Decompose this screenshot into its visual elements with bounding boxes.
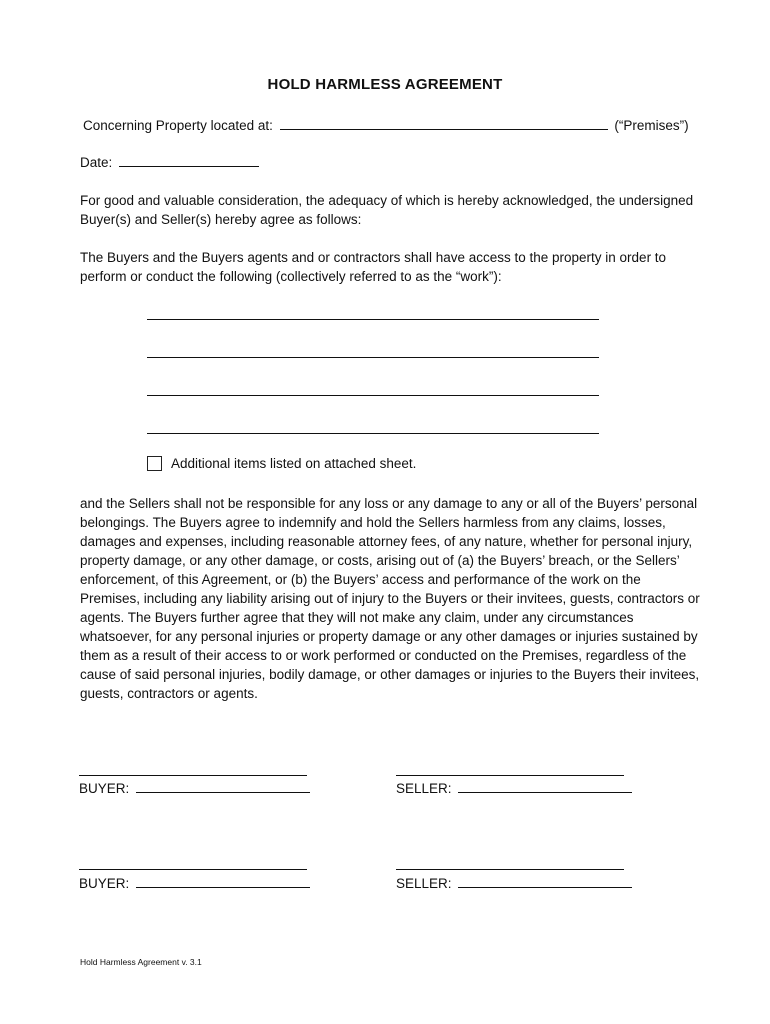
footer-version: Hold Harmless Agreement v. 3.1 <box>80 957 202 967</box>
date-field[interactable] <box>119 153 259 167</box>
seller-label-2: SELLER: <box>396 876 452 891</box>
body-paragraph: and the Sellers shall not be responsible for any loss or any damage to any or all of the Buyers’ personal belongings. The Buyers agree to indemnify and hold the Sellers harmless from any claims, losses, damages and expenses, including reasonable attorney fees, of any nature, whether for personal injury, property damage, or any other damage, or costs, arising out of (a) the Buyers’ breach, or the Sellers’ enforcement, of this Agreement, or (b) the Buyers’ access and performance of the work on the Premises, including any liability arising out of injury to the Buyers or their invitees, guests, contractors or agents. The Buyers further agree that they will not make any claim, under any circumstances whatsoever, for any personal injuries or property damage or any other damages or injuries sustained by them as a result of their access to or work performed or conducted on the Premises, regardless of the cause of said personal injuries, bodily damage, or other damages or injuries to the Buyers their invitees, guests, contractors or agents. <box>80 496 700 701</box>
additional-items-label: Additional items listed on attached sheet. <box>171 456 417 471</box>
buyer-row-1 <box>79 779 313 796</box>
additional-items-checkbox[interactable] <box>147 456 162 471</box>
seller-row-2 <box>396 874 635 891</box>
seller-name-field-1[interactable] <box>458 779 632 793</box>
date-label: Date: <box>80 155 113 170</box>
work-line-1[interactable] <box>147 319 599 320</box>
seller-signature-line-2[interactable] <box>396 869 624 870</box>
property-label: Concerning Property located at: <box>83 118 273 133</box>
seller-row-1 <box>396 779 635 796</box>
buyer-signature-line-2[interactable] <box>79 869 307 870</box>
document-title: HOLD HARMLESS AGREEMENT <box>267 76 503 93</box>
work-paragraph: The Buyers and the Buyers agents and or contractors shall have access to the property in order to perform or conduct the following (collectively referred to as the “work”): <box>80 250 667 284</box>
seller-signature-line-1[interactable] <box>396 775 624 776</box>
seller-name-field-2[interactable] <box>458 874 632 888</box>
property-row <box>83 116 689 133</box>
work-line-2[interactable] <box>147 357 599 358</box>
date-row <box>80 153 262 170</box>
additional-items-row <box>147 456 416 471</box>
buyer-label-2: BUYER: <box>79 876 130 891</box>
buyer-name-field-1[interactable] <box>136 779 310 793</box>
buyer-signature-line-1[interactable] <box>79 775 307 776</box>
buyer-row-2 <box>79 874 313 891</box>
property-address-field[interactable] <box>280 116 608 130</box>
buyer-name-field-2[interactable] <box>136 874 310 888</box>
work-line-3[interactable] <box>147 395 599 396</box>
work-line-4[interactable] <box>147 433 599 434</box>
seller-label-1: SELLER: <box>396 781 452 796</box>
buyer-label-1: BUYER: <box>79 781 130 796</box>
premises-label: (“Premises”) <box>614 118 689 133</box>
intro-paragraph: For good and valuable consideration, the adequacy of which is hereby acknowledged, the undersigned Buyer(s) and Seller(s) hereby agree as follows: <box>80 193 694 227</box>
